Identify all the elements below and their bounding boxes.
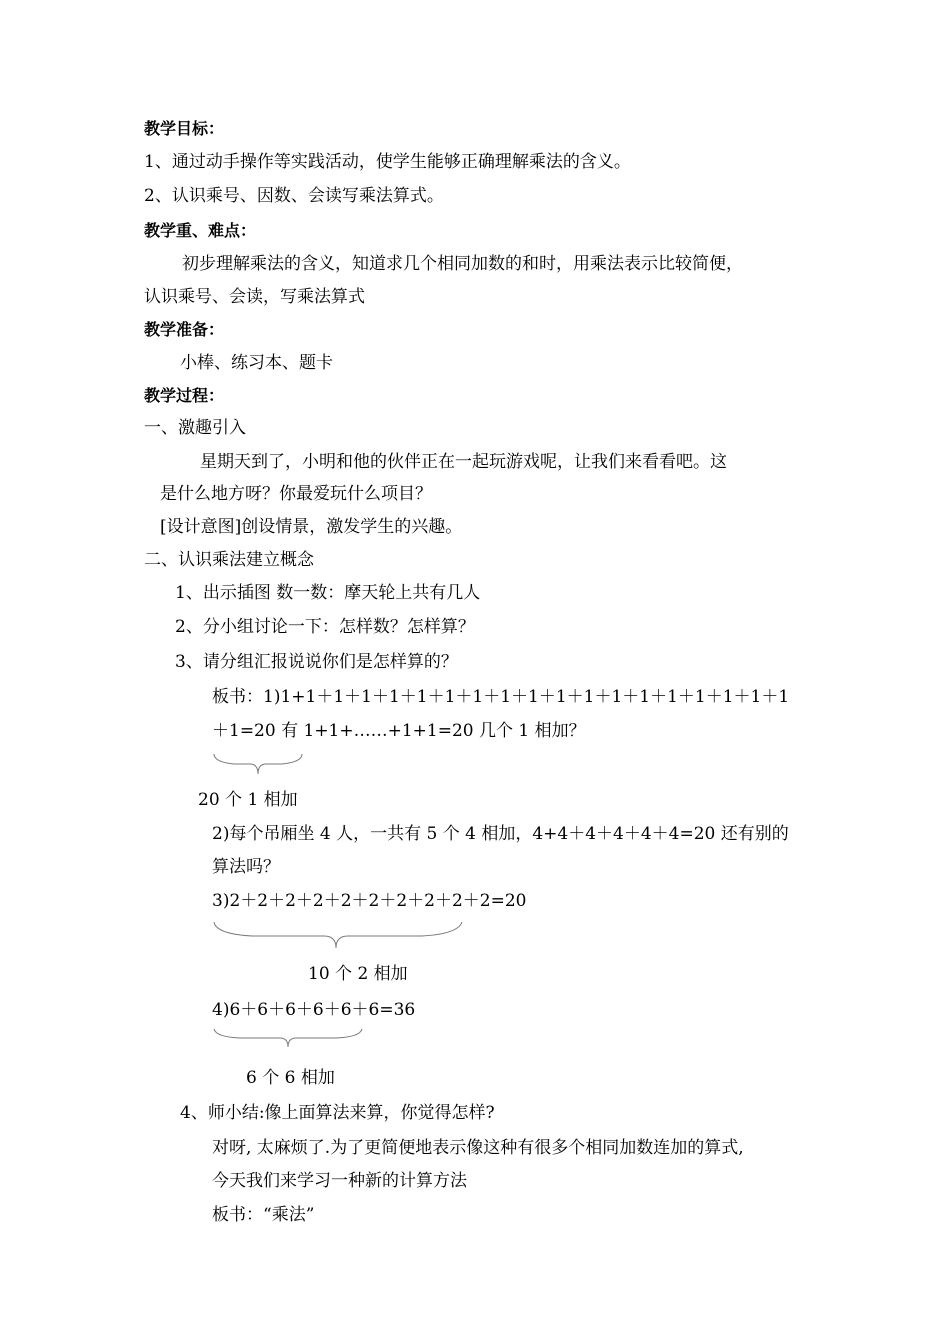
key-points-line-2: 认识乘号、会读，写乘法算式 <box>144 287 365 307</box>
board-2-line-2: 算法吗？ <box>212 857 280 877</box>
board-2-line-1: 2)每个吊厢坐 4 人，一共有 5 个 4 相加，4+4＋4＋4＋4＋4=20 还有别的 <box>212 824 789 844</box>
part1-title: 一、激趣引入 <box>144 418 246 438</box>
board-4: 4)6＋6＋6＋6＋6＋6=36 <box>212 1000 416 1020</box>
goal-item-1: 1、通过动手操作等实践活动，使学生能够正确理解乘法的含义。 <box>144 152 631 172</box>
step-4: 4、师小结:像上面算法来算，你觉得怎样? <box>180 1103 495 1123</box>
brace-3 <box>212 920 464 950</box>
label-10-twos: 10 个 2 相加 <box>308 964 408 984</box>
part1-line-1: 星期天到了，小明和他的伙伴正在一起玩游戏呢，让我们来看看吧。这 <box>200 452 727 472</box>
part1-line-2: 是什么地方呀？你最爱玩什么项目？ <box>160 484 432 504</box>
board-1-line-1: 板书：1)1+1＋1＋1＋1＋1＋1＋1＋1＋1＋1＋1＋1＋1＋1＋1＋1＋1＋1 <box>212 687 790 707</box>
summary-line-2: 今天我们来学习一种新的计算方法 <box>212 1171 467 1191</box>
part2-title: 二、认识乘法建立概念 <box>144 550 314 570</box>
preparation-text: 小棒、练习本、题卡 <box>180 353 333 373</box>
goals-heading: 教学目标： <box>144 119 225 138</box>
goal-item-2: 2、认识乘号、因数、会读写乘法算式。 <box>144 186 444 206</box>
preparation-heading: 教学准备： <box>144 320 225 339</box>
summary-line-1: 对呀, 太麻烦了.为了更简便地表示像这种有很多个相同加数连加的算式, <box>212 1138 744 1158</box>
process-heading: 教学过程： <box>144 386 225 405</box>
label-20-ones: 20 个 1 相加 <box>198 790 298 810</box>
design-note: [设计意图]创设情景，激发学生的兴趣。 <box>160 517 463 537</box>
step-2: 2、分小组讨论一下：怎样数？怎样算？ <box>175 617 475 637</box>
board-1-line-2: ＋1=20 有 1+1+……+1+1=20 几个 1 相加？ <box>212 721 586 741</box>
brace-4 <box>212 1027 364 1049</box>
board-final: 板书：“乘法” <box>212 1205 315 1225</box>
step-3: 3、请分组汇报说说你们是怎样算的？ <box>175 652 458 672</box>
key-points-heading: 教学重、难点： <box>144 221 257 240</box>
board-3: 3)2＋2＋2＋2＋2＋2＋2＋2＋2＋2=20 <box>212 891 527 911</box>
label-6-sixes: 6 个 6 相加 <box>246 1068 335 1088</box>
brace-1 <box>212 752 304 776</box>
key-points-line-1: 初步理解乘法的含义，知道求几个相同加数的和时，用乘法表示比较简便， <box>182 254 743 274</box>
step-1: 1、出示插图 数一数：摩天轮上共有几人 <box>175 583 481 603</box>
